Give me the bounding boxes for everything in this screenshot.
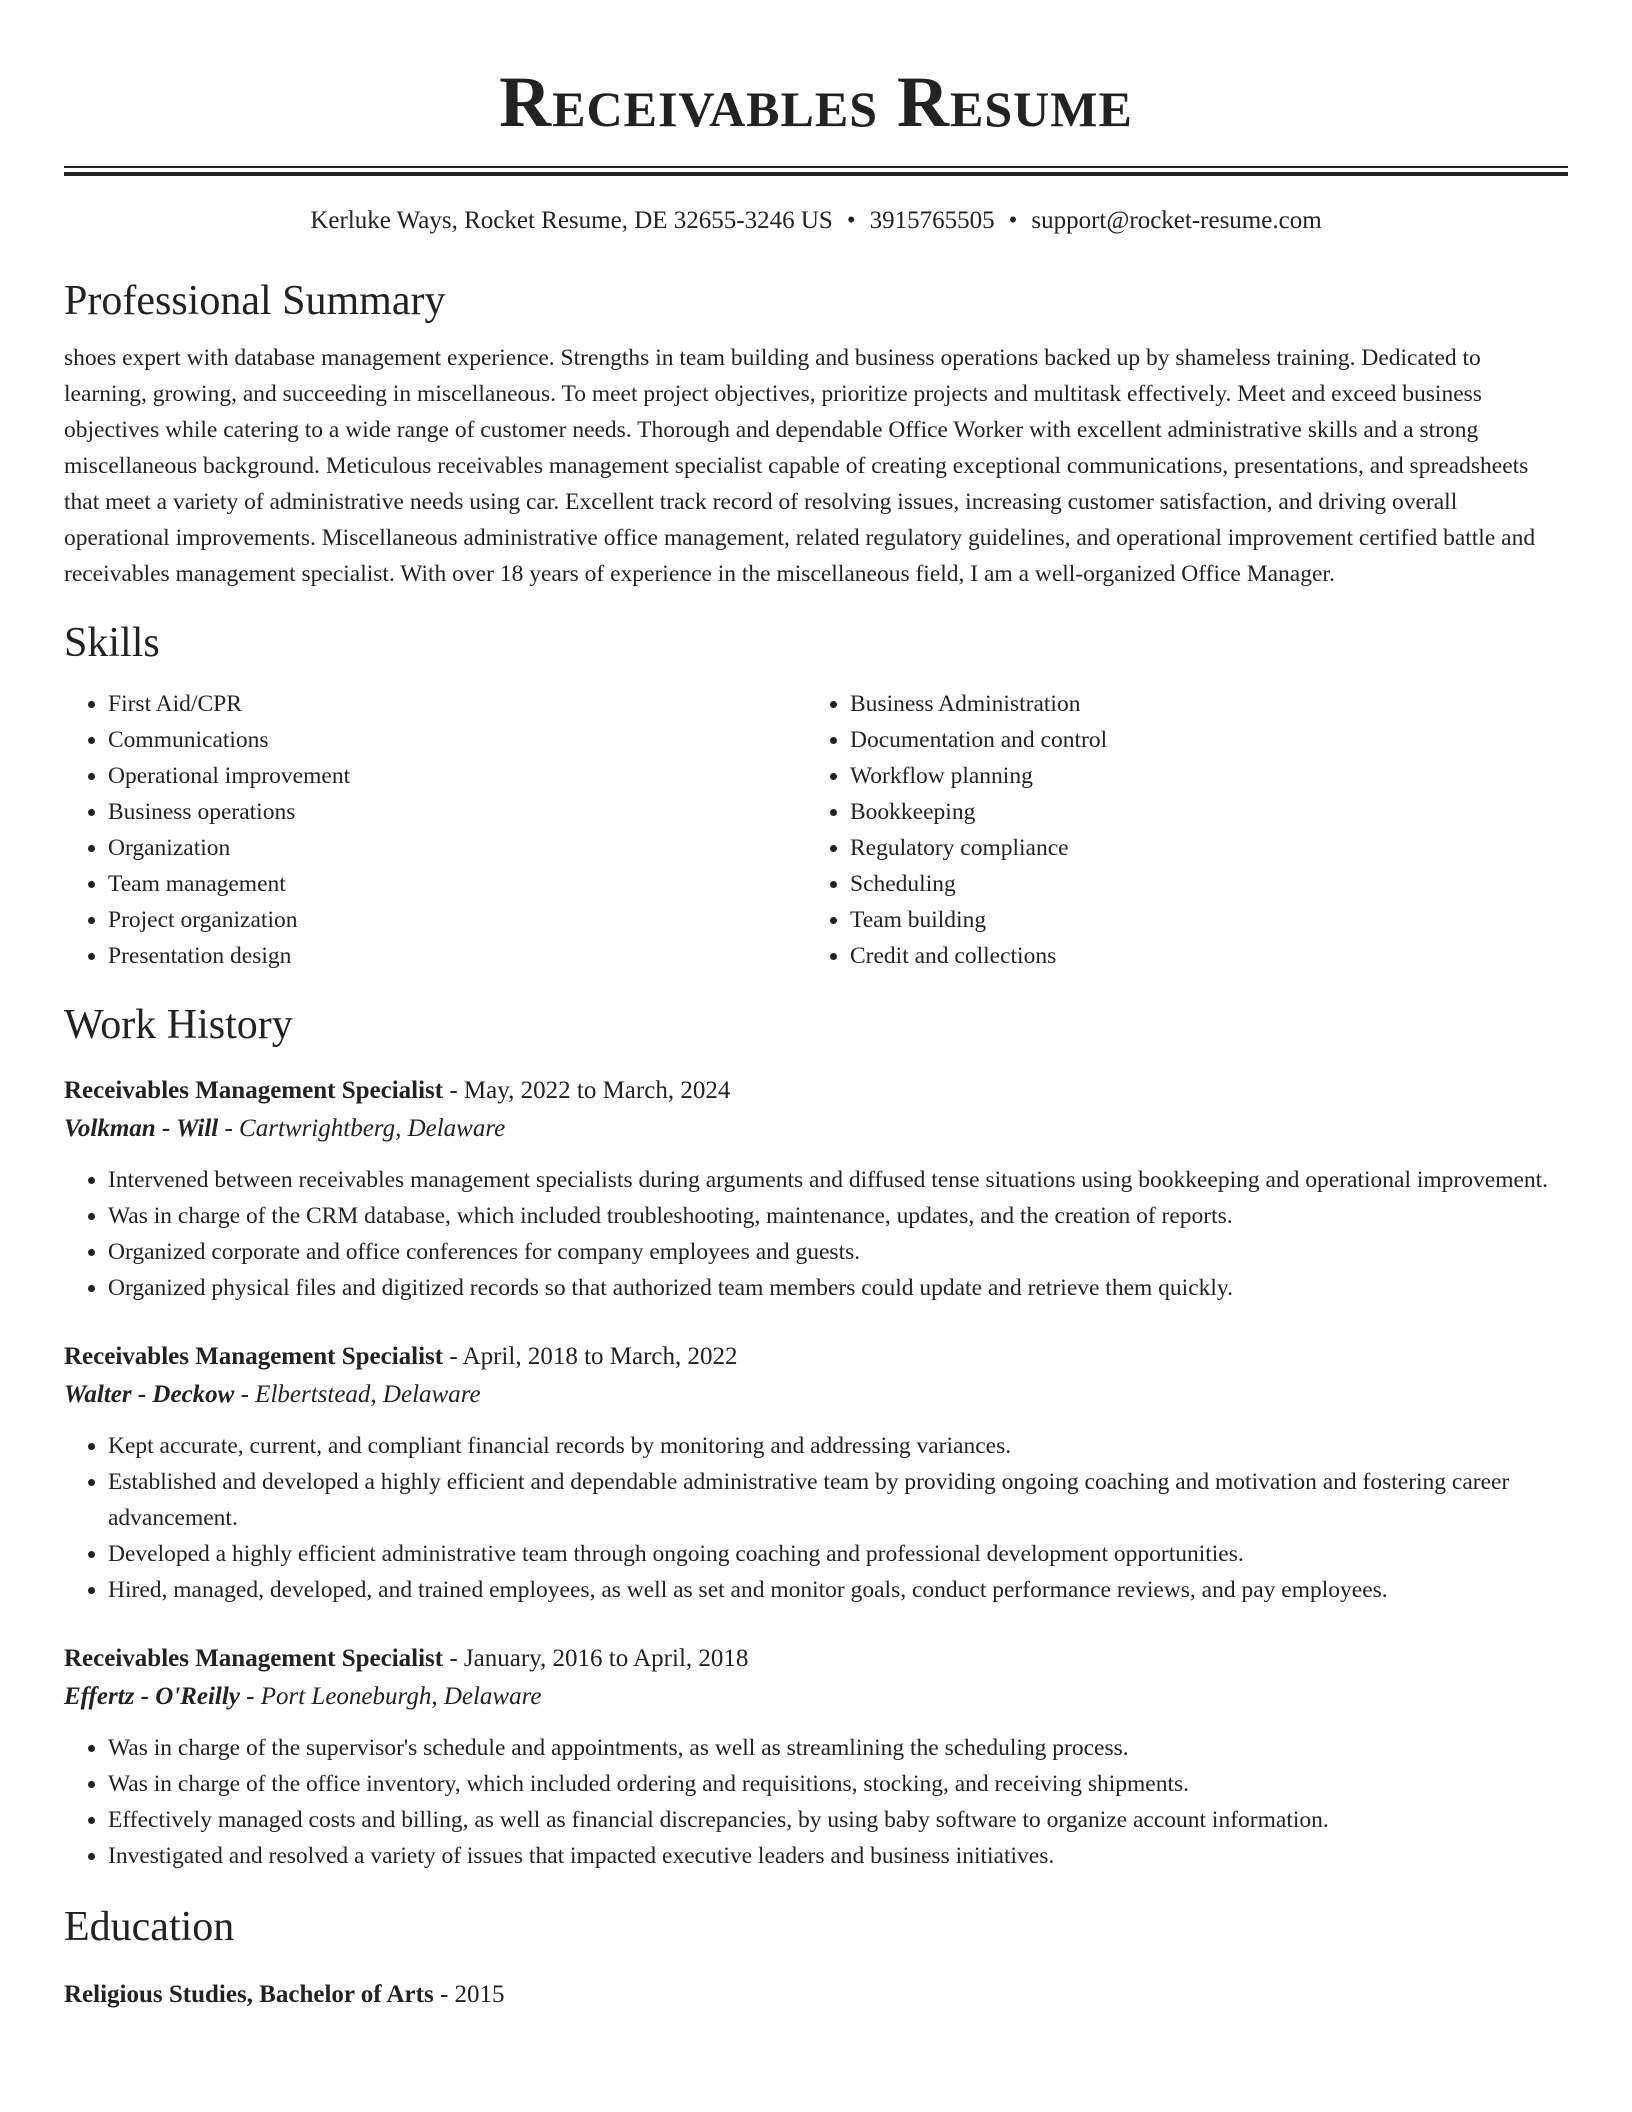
job-location: - Elbertstead, Delaware bbox=[234, 1381, 481, 1408]
education-year: - 2015 bbox=[433, 1981, 505, 2008]
job-company: Walter - Deckow bbox=[64, 1381, 235, 1408]
job-title-line bbox=[64, 1338, 1568, 1376]
skills-column-left bbox=[64, 686, 806, 974]
skill-item: • Business Administration bbox=[850, 686, 1548, 722]
skill-item: • Regulatory compliance bbox=[850, 830, 1548, 866]
skill-item: • Organization bbox=[108, 830, 806, 866]
job-employer-line bbox=[64, 1678, 1568, 1716]
job-dates: - May, 2022 to March, 2024 bbox=[443, 1077, 731, 1104]
job-role: Receivables Management Specialist bbox=[64, 1343, 444, 1370]
skill-item: • Project organization bbox=[108, 902, 806, 938]
summary-text: shoes expert with database management experience. Strengths in team building and business operations backed up by shameless training. Dedicated to learning, growing, and succeeding in miscellaneous. To meet project objectives, prioritize projects and multitask effectively. Meet and exceed business objectives while catering to a wide range of customer needs. Thorough and dependable Office Worker with excellent administrative skills and a strong miscellaneous background. Meticulous receivables management specialist capable of creating exceptional communications, presentations, and spreadsheets that meet a variety of administrative needs using car. Excellent track record of resolving issues, increasing customer satisfaction, and driving overall operational improvements. Miscellaneous administrative office management, related regulatory guidelines, and operational improvement certified battle and receivables management specialist. With over 18 years of experience in the miscellaneous field, I am a well-organized Office Manager. bbox=[64, 345, 1536, 587]
job-duty: • Kept accurate, current, and compliant financial records by monitoring and addressing variances. bbox=[108, 1428, 1568, 1464]
job-entry bbox=[64, 1338, 1568, 1608]
job-duty: • Intervened between receivables management specialists during arguments and diffused tense situations using bookkeeping and operational improvement. bbox=[108, 1162, 1568, 1198]
job-company: Volkman - Will bbox=[64, 1115, 219, 1142]
skill-item: • Communications bbox=[108, 722, 806, 758]
job-duties bbox=[64, 1428, 1568, 1608]
job-duty: • Was in charge of the supervisor's schedule and appointments, as well as streamlining the scheduling process. bbox=[108, 1730, 1568, 1766]
job-duty: • Organized corporate and office conferences for company employees and guests. bbox=[108, 1234, 1568, 1270]
job-employer-line bbox=[64, 1376, 1568, 1414]
contact-address: Kerluke Ways, Rocket Resume, DE 32655-3246 US bbox=[310, 207, 833, 234]
resume-page bbox=[64, 0, 1568, 2014]
skill-item: • Team management bbox=[108, 866, 806, 902]
skills-heading: Skills bbox=[64, 620, 160, 666]
job-location: - Cartwrightberg, Delaware bbox=[218, 1115, 506, 1142]
job-duty: • Developed a highly efficient administrative team through ongoing coaching and professional development opportunities. bbox=[108, 1536, 1568, 1572]
skill-item: • Team building bbox=[850, 902, 1548, 938]
job-company: Effertz - O'Reilly bbox=[64, 1683, 240, 1710]
job-duty: • Was in charge of the office inventory, which included ordering and requisitions, stocking, and receiving shipments. bbox=[108, 1766, 1568, 1802]
job-duty: • Investigated and resolved a variety of issues that impacted executive leaders and business initiatives. bbox=[108, 1838, 1568, 1874]
job-title-line bbox=[64, 1640, 1568, 1678]
skill-item: • First Aid/CPR bbox=[108, 686, 806, 722]
contact-line bbox=[64, 206, 1568, 236]
skill-item: • Business operations bbox=[108, 794, 806, 830]
job-entry bbox=[64, 1640, 1568, 1874]
job-employer-line bbox=[64, 1110, 1568, 1148]
education-entry bbox=[64, 1976, 1568, 2014]
skill-item: • Scheduling bbox=[850, 866, 1548, 902]
contact-separator: • bbox=[1008, 207, 1018, 234]
job-entry bbox=[64, 1072, 1568, 1306]
education-heading: Education bbox=[64, 1904, 235, 1950]
job-duties bbox=[64, 1162, 1568, 1306]
job-duties bbox=[64, 1730, 1568, 1874]
summary-heading: Professional Summary bbox=[64, 278, 446, 324]
job-role: Receivables Management Specialist bbox=[64, 1077, 444, 1104]
job-dates: - January, 2016 to April, 2018 bbox=[443, 1645, 749, 1672]
job-duty: • Hired, managed, developed, and trained employees, as well as set and monitor goals, conduct performance reviews, and pay employees. bbox=[108, 1572, 1568, 1608]
contact-phone: 3915765505 bbox=[869, 207, 995, 234]
contact-email: support@rocket-resume.com bbox=[1031, 207, 1322, 234]
job-duty: • Organized physical files and digitized records so that authorized team members could update and retrieve them quickly. bbox=[108, 1270, 1568, 1306]
education-degree: Religious Studies, Bachelor of Arts bbox=[64, 1981, 434, 2008]
skill-item: • Bookkeeping bbox=[850, 794, 1548, 830]
job-title-line bbox=[64, 1072, 1568, 1110]
skill-item: • Operational improvement bbox=[108, 758, 806, 794]
title-divider bbox=[64, 166, 1568, 176]
job-dates: - April, 2018 to March, 2022 bbox=[443, 1343, 738, 1370]
work-history-heading: Work History bbox=[64, 1002, 293, 1048]
job-location: - Port Leoneburgh, Delaware bbox=[239, 1683, 542, 1710]
job-role: Receivables Management Specialist bbox=[64, 1645, 444, 1672]
job-duty: • Established and developed a highly efficient and dependable administrative team by providing ongoing coaching and motivation and fostering career advancement. bbox=[108, 1464, 1568, 1536]
resume-title: Receivables Resume bbox=[499, 62, 1133, 142]
skill-item: • Workflow planning bbox=[850, 758, 1548, 794]
skill-item: • Presentation design bbox=[108, 938, 806, 974]
skill-item: • Documentation and control bbox=[850, 722, 1548, 758]
skills-column-right bbox=[806, 686, 1548, 974]
job-duty: • Effectively managed costs and billing, as well as financial discrepancies, by using baby software to organize account information. bbox=[108, 1802, 1568, 1838]
job-duty: • Was in charge of the CRM database, which included troubleshooting, maintenance, updates, and the creation of reports. bbox=[108, 1198, 1568, 1234]
skill-item: • Credit and collections bbox=[850, 938, 1548, 974]
skills-list bbox=[64, 686, 1568, 974]
contact-separator: • bbox=[846, 207, 856, 234]
